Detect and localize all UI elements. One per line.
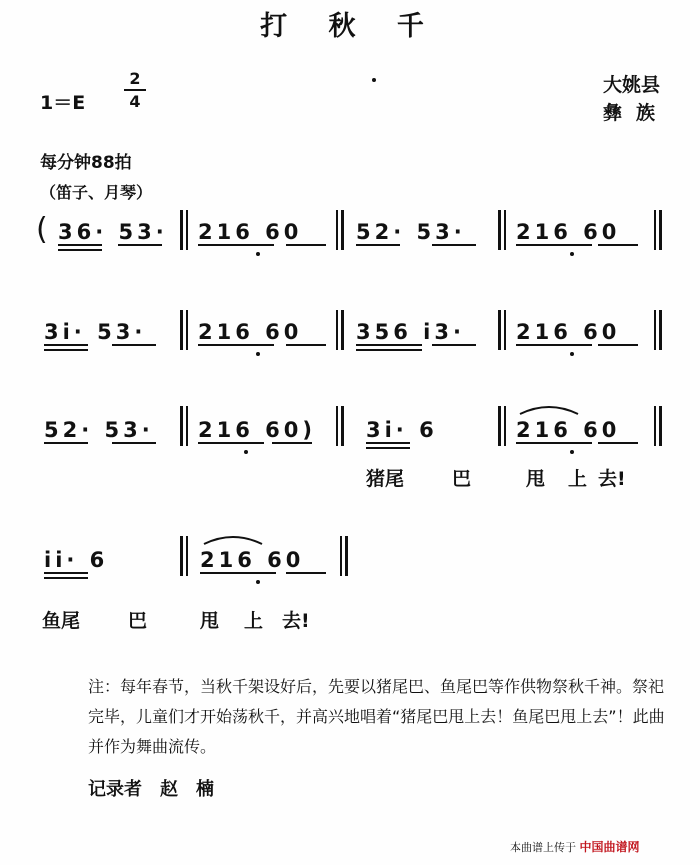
recorder-credit: 记录者 赵 楠 (88, 779, 214, 800)
barline (498, 406, 501, 446)
barline (180, 536, 183, 576)
underline (118, 244, 162, 246)
lyric-word: 甩 (526, 468, 546, 490)
barline (180, 210, 183, 250)
measure: 216 60) (198, 418, 316, 442)
measure: 216 60 (200, 548, 305, 572)
lyric-word: 去! (282, 610, 310, 632)
stray-mark (372, 78, 376, 82)
underline (286, 572, 326, 574)
lyric-word: 鱼尾 (42, 610, 81, 632)
source-ethnicity: 彝族 (603, 102, 670, 124)
underline (516, 244, 592, 246)
underline (44, 349, 88, 351)
lyric-word: 猪尾 (366, 468, 405, 490)
lyric-word: 上 (568, 468, 588, 490)
measure: 216 60 (198, 220, 303, 244)
underline (272, 442, 312, 444)
underline (200, 572, 276, 574)
barline (186, 536, 188, 576)
barline (659, 210, 662, 250)
barline (504, 310, 506, 350)
low-dot (570, 252, 574, 256)
key-signature: 1＝E (40, 92, 86, 114)
underline (286, 244, 326, 246)
underline (432, 244, 476, 246)
low-dot (256, 352, 260, 356)
low-dot (570, 450, 574, 454)
barline (341, 310, 344, 350)
barline (180, 406, 183, 446)
low-dot (570, 352, 574, 356)
measure: 52· 53· (356, 220, 466, 244)
time-signature-top: 2 (129, 69, 141, 88)
underline (286, 344, 326, 346)
underline (44, 572, 88, 574)
measure: 216 60 (516, 418, 621, 442)
footer-prefix: 本曲谱上传于 (510, 841, 576, 854)
measure: 36· 53· (58, 220, 168, 244)
barline (336, 310, 338, 350)
barline (654, 210, 656, 250)
barline (341, 210, 344, 250)
underline (112, 344, 156, 346)
source-county: 大姚县 (603, 74, 661, 96)
underline (366, 447, 410, 449)
underline (112, 442, 156, 444)
barline (504, 406, 506, 446)
underline (366, 442, 410, 444)
barline (504, 210, 506, 250)
footer-brand-logo[interactable]: 中国曲谱网 (579, 840, 640, 854)
barline (654, 310, 656, 350)
opening-paren: ( (36, 212, 48, 247)
barline (341, 406, 344, 446)
song-title: 打 秋 千 (260, 11, 440, 42)
lyric-word: 巴 (452, 468, 472, 490)
underline (516, 344, 592, 346)
low-dot (256, 580, 260, 584)
measure: 216 60 (516, 220, 621, 244)
barline (345, 536, 348, 576)
underline (356, 244, 400, 246)
barline (180, 310, 183, 350)
annotation-note: 注：每年春节，当秋千架设好后，先要以猪尾巴、鱼尾巴等作供物祭秋千神。祭祀完毕，儿童们才开始荡秋千，并高兴地唱着“猪尾巴甩上去！鱼尾巴甩上去”！此曲并作为舞曲流传。 (88, 677, 665, 756)
underline (356, 349, 422, 351)
slur (200, 530, 266, 546)
barline (659, 310, 662, 350)
lyric-word: 上 (244, 610, 264, 632)
barline (498, 310, 501, 350)
tempo-marking: 每分钟88拍 (40, 153, 132, 173)
barline (186, 310, 188, 350)
barline (186, 406, 188, 446)
underline (44, 442, 88, 444)
underline (44, 344, 88, 346)
time-signature-bar (124, 89, 146, 91)
underline (58, 244, 102, 246)
underline (516, 442, 592, 444)
barline (336, 210, 338, 250)
underline (356, 344, 422, 346)
measure: 356 i3· (356, 320, 465, 344)
time-signature (124, 70, 146, 111)
measure: 3i· 6 (366, 418, 438, 442)
measure: ii· 6 (44, 548, 109, 572)
low-dot (244, 450, 248, 454)
underline (58, 249, 102, 251)
barline (186, 210, 188, 250)
underline (44, 577, 88, 579)
slur (516, 400, 582, 416)
underline (598, 244, 638, 246)
barline (659, 406, 662, 446)
measure: 216 60 (198, 320, 303, 344)
lyric-word: 巴 (128, 610, 148, 632)
underline (198, 442, 264, 444)
barline (340, 536, 342, 576)
measure: 216 60 (516, 320, 621, 344)
time-signature-bottom: 4 (129, 92, 141, 111)
barline (654, 406, 656, 446)
instrumentation: （笛子、月琴） (40, 183, 153, 202)
lyric-word: 去! (598, 468, 626, 490)
low-dot (256, 252, 260, 256)
underline (198, 344, 274, 346)
measure: 52· 53· (44, 418, 154, 442)
footer-credit (510, 838, 640, 855)
underline (432, 344, 476, 346)
measure: 3i· 53· (44, 320, 147, 344)
lyric-word: 甩 (200, 610, 220, 632)
barline (498, 210, 501, 250)
underline (198, 244, 274, 246)
underline (598, 442, 638, 444)
underline (598, 344, 638, 346)
barline (336, 406, 338, 446)
